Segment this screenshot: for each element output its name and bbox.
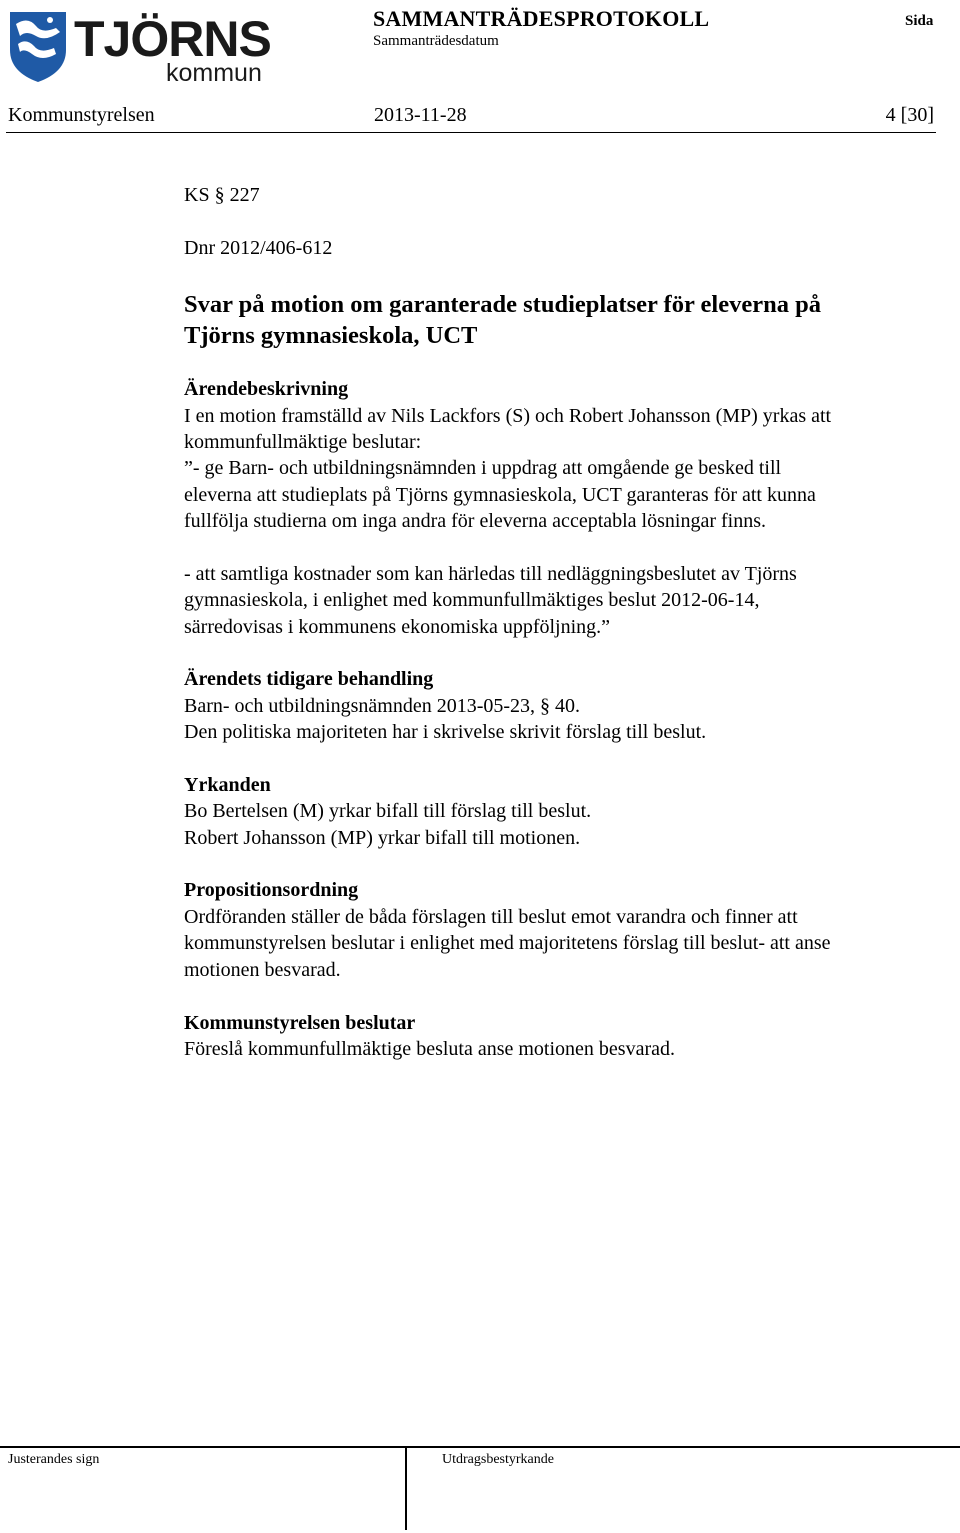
page-label: Sida — [905, 13, 934, 29]
paragraph-line: Föreslå kommunfullmäktige besluta anse motionen besvarad. — [184, 1038, 675, 1060]
utdragsbestyrkande-label: Utdragsbestyrkande — [442, 1452, 554, 1467]
paragraph-line: Robert Johansson (MP) yrkar bifall till motionen. — [184, 827, 581, 849]
protocol-title: SAMMANTRÄDESPROTOKOLL — [373, 6, 710, 31]
section-heading-kommunstyrelsen-beslutar: Kommunstyrelsen beslutar — [184, 1012, 416, 1034]
document-title-line-2: Tjörns gymnasieskola, UCT — [184, 322, 478, 349]
document-title-line-1: Svar på motion om garanterade studieplatser för eleverna på — [184, 291, 821, 318]
justerandes-sign-label: Justerandes sign — [8, 1452, 100, 1467]
header-divider — [6, 132, 936, 133]
paragraph-line: kommunstyrelsen beslutar i enlighet med majoritetens förslag till beslut- att anse — [184, 932, 831, 954]
svg-text:TJÖRNS: TJÖRNS — [74, 11, 271, 67]
tjorns-kommun-logo — [6, 6, 272, 84]
paragraph-line: ”- ge Barn- och utbildningsnämnden i uppdrag att omgående ge besked till — [184, 457, 782, 479]
paragraph-line: eleverna att studieplats på Tjörns gymnasieskola, UCT garanteras för att kunna — [184, 484, 816, 506]
section-heading-propositionsordning: Propositionsordning — [184, 879, 359, 901]
paragraph-line: Bo Bertelsen (M) yrkar bifall till förslag till beslut. — [184, 800, 592, 822]
paragraph-line: I en motion framställd av Nils Lackfors (S) och Robert Johansson (MP) yrkas att — [184, 405, 832, 427]
paragraph-line: Ordföranden ställer de båda förslagen till beslut emot varandra och finner att — [184, 906, 798, 928]
page-number: 4 [30] — [885, 104, 934, 126]
meeting-body: Kommunstyrelsen — [8, 104, 155, 126]
paragraph-line: Den politiska majoriteten har i skrivelse skrivit förslag till beslut. — [184, 721, 707, 743]
footer-column-divider — [405, 1446, 407, 1530]
dnr: Dnr 2012/406-612 — [184, 237, 333, 259]
paragraph-line: gymnasieskola, i enlighet med kommunfullmäktiges beslut 2012-06-14, — [184, 589, 760, 611]
paragraph-line: fullfölja studierna om inga andra för eleverna acceptabla lösningar finns. — [184, 510, 766, 532]
ks-number: KS § 227 — [184, 184, 260, 206]
svg-text:kommun: kommun — [166, 59, 262, 84]
paragraph-line: Barn- och utbildningsnämnden 2013-05-23, § 40. — [184, 695, 581, 717]
section-heading-tidigare-behandling: Ärendets tidigare behandling — [184, 668, 434, 690]
section-heading-yrkanden: Yrkanden — [184, 774, 271, 796]
paragraph-line: kommunfullmäktige beslutar: — [184, 431, 422, 453]
footer-divider — [0, 1446, 960, 1448]
paragraph-line: särredovisas i kommunens ekonomiska uppföljning.” — [184, 616, 611, 638]
paragraph-line: - att samtliga kostnader som kan härledas till nedläggningsbeslutet av Tjörns — [184, 563, 797, 585]
paragraph-line: motionen besvarad. — [184, 959, 341, 981]
meeting-meta-row — [8, 104, 934, 132]
protocol-subtitle: Sammanträdesdatum — [373, 33, 499, 49]
section-heading-arendebeskrivning: Ärendebeskrivning — [184, 378, 349, 400]
meeting-date: 2013-11-28 — [374, 104, 467, 126]
